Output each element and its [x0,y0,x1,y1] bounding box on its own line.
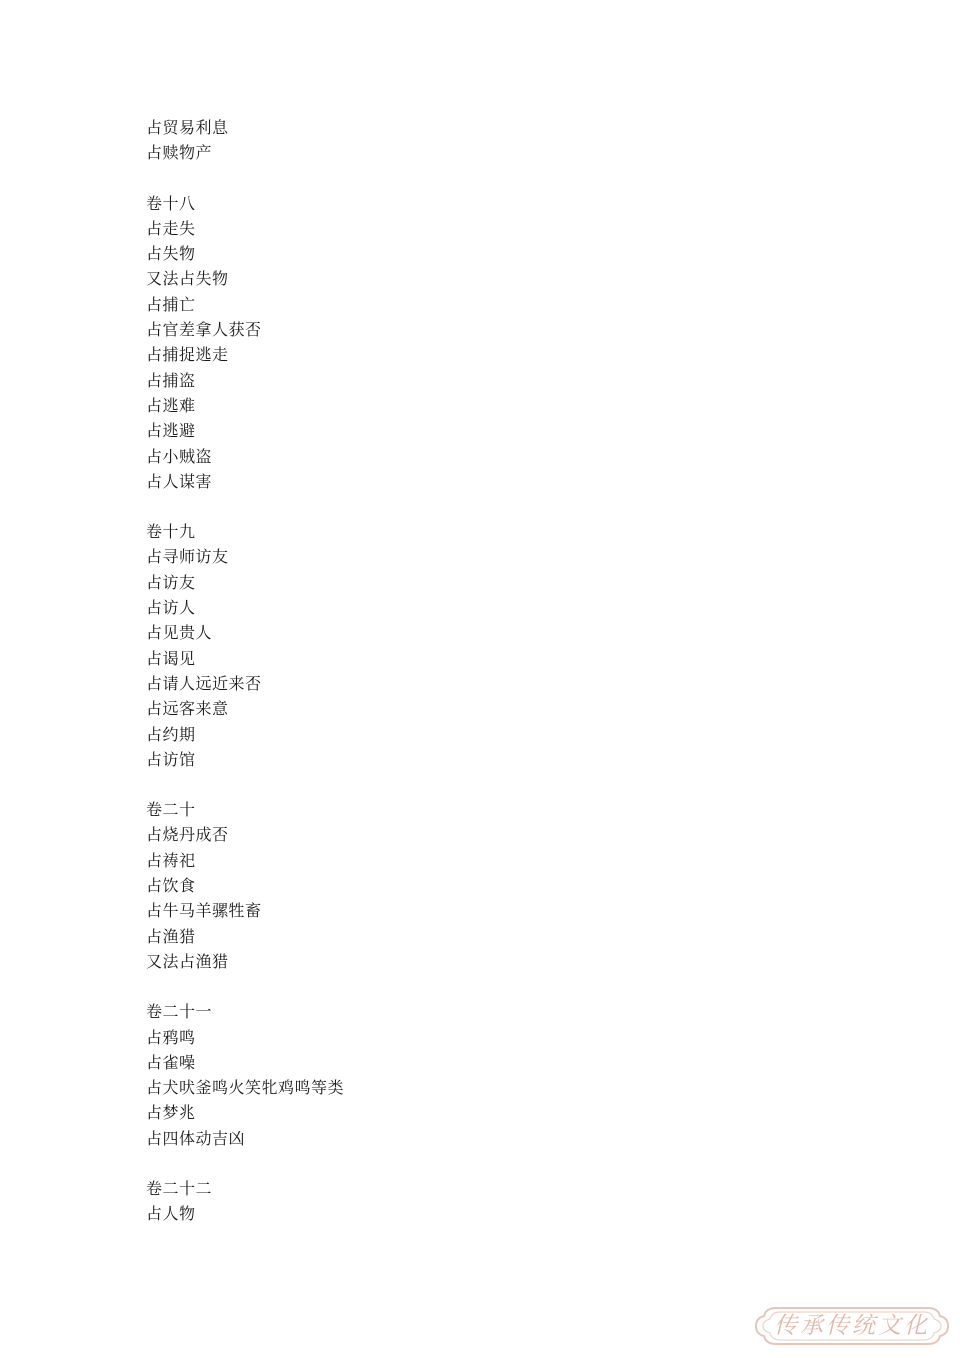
toc-entry: 占寻师访友 [146,547,229,567]
toc-entry: 又法占失物 [146,269,229,289]
toc-section [146,999,746,1151]
volume-heading: 卷二十一 [146,1002,213,1022]
toc-entry: 占谒见 [146,648,196,668]
watermark [754,1302,950,1350]
table-of-contents [146,115,746,1252]
toc-section [146,1176,746,1227]
volume-heading: 卷十九 [146,522,196,542]
toc-entry: 占鸦鸣 [146,1027,196,1047]
toc-section [146,519,746,772]
toc-entry: 占贸易利息 [146,118,229,137]
toc-entry: 占逃难 [146,395,196,415]
toc-entry: 占犬吠釜鸣火笑牝鸡鸣等类 [146,1078,345,1098]
toc-entry: 占小贼盗 [146,446,213,466]
toc-entry: 占远客来意 [146,699,229,719]
toc-entry: 又法占渔猎 [146,951,229,971]
toc-entry: 占走失 [146,218,196,238]
toc-entry: 占捕捉逃走 [146,345,229,365]
toc-entry: 占访人 [146,598,196,618]
toc-entry: 占赎物产 [146,143,213,163]
toc-section [146,797,746,974]
volume-heading: 卷十八 [146,193,196,213]
toc-entry: 占烧丹成否 [146,825,229,845]
toc-entry: 占人谋害 [146,471,213,491]
toc-entry: 占梦兆 [146,1103,196,1123]
toc-section [146,115,746,166]
toc-entry: 占人物 [146,1204,196,1224]
toc-entry: 占牛马羊骡牲畜 [146,901,262,921]
toc-entry: 占失物 [146,244,196,264]
toc-entry: 占雀噪 [146,1052,196,1072]
toc-entry: 占官差拿人获否 [146,320,262,340]
toc-entry: 占祷祀 [146,850,196,870]
toc-entry: 占渔猎 [146,926,196,946]
toc-entry: 占捕亡 [146,294,196,314]
toc-entry: 占访馆 [146,749,196,769]
toc-entry: 占请人远近来否 [146,673,262,693]
toc-entry: 占捕盗 [146,370,196,390]
toc-entry: 占约期 [146,724,196,744]
toc-entry: 占见贵人 [146,623,213,643]
volume-heading: 卷二十二 [146,1178,213,1198]
toc-entry: 占逃避 [146,421,196,441]
toc-entry: 占访友 [146,572,196,592]
watermark-text: 传承传统文化 [774,1313,930,1339]
volume-heading: 卷二十 [146,800,196,820]
toc-entry: 占饮食 [146,876,196,896]
toc-section [146,191,746,495]
toc-entry: 占四体动吉凶 [146,1128,246,1148]
